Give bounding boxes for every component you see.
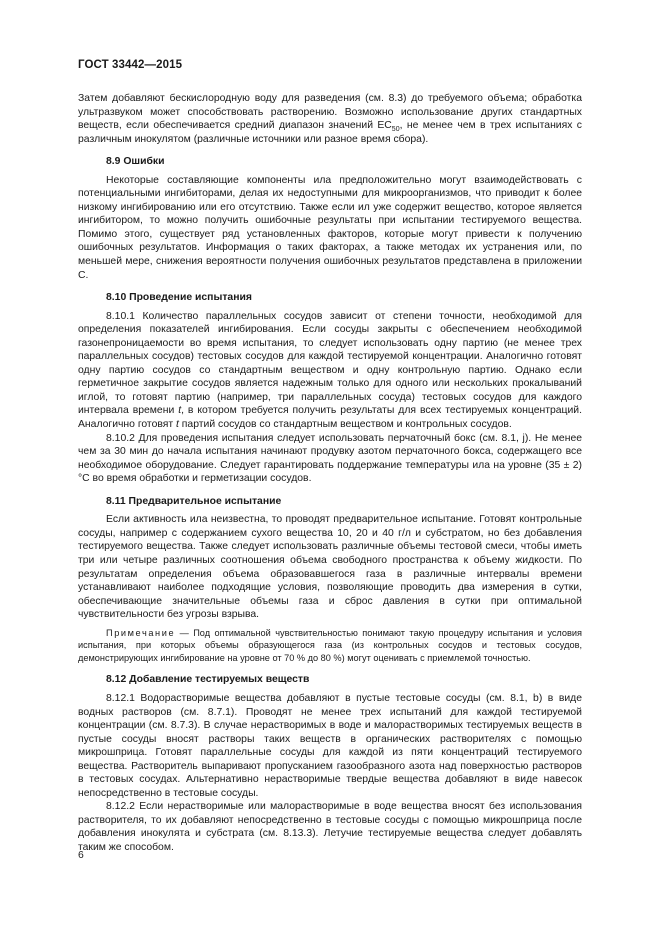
section-8-11-note [78,627,582,665]
section-8-9-heading: 8.9 Ошибки [106,156,165,168]
section-8-12-1-paragraph: 8.12.1 Водорастворимые вещества добавляют в пустые тестовые сосуды (см. 8.1, b) в виде водных растворов (см. 8.7.1). Проводят не менее трех испытаний для каждой тестируемой концентрации (см. 8.7.3). В случае нерастворимых в воде и малорастворимых тестируемых веществ в пустые сосуды вносят растворы таких веществ в органических растворителях с помощью микрошприца. Готовят параллельные сосуды для каждой из пяти концентраций тестируемого вещества. Растворитель выпаривают пропусканием газообразного азота над поверхностью растворов в тестовых сосудах. Альтернативно нерастворимые твердые вещества добавляют в виде навесок непосредственно в тестовые сосуды. [78,693,582,799]
s8101-text-c: партий сосудов со стандартным веществом и контрольных сосудов. [178,419,512,431]
time-variable: t [178,405,182,417]
time-variable-2: t [176,419,179,431]
section-8-9-paragraph: Некоторые составляющие компоненты ила предположительно могут взаимодействовать с потенциальными ингибиторами, делая их недоступными для микроорганизмов, что приводит к более низкому ингибированию или его отсутствию. Также если ил уже содержит вещество, которое является ингибитором, то можно получить ошибочные результаты при испытании тестируемого вещества. Помимо этого, существует ряд установленных факторов, которые могут привести к получению ошибочных результатов. Информация о таких факторах, а также методах их устранения или, по меньшей мере, снижения вероятности получения ошибочных результатов представлена в приложении С. [78,174,582,281]
intro-paragraph [78,92,582,146]
section-8-10-1-paragraph [78,310,582,432]
section-8-10-heading: 8.10 Проведение испытания [106,292,252,304]
note-label: Примечание [106,627,176,638]
ec-subscript: 50 [391,126,400,134]
standard-header: ГОСТ 33442—2015 [78,59,183,71]
section-8-10-2-paragraph: 8.10.2 Для проведения испытания следует использовать перчаточный бокс (см. 8.1, j). Не менее чем за 30 мин до начала испытания начинают продувку азотом перчаточного бокса, содержащего все необходимое оборудование. Следует гарантировать поддержание температуры ила на уровне (35 ± 2) °С во время обработки и герметизации сосудов. [78,432,582,485]
page-content [78,92,582,855]
intro-text-b: , не менее чем в трех испытаниях с различным инокулятом (различные источники или разное время сбора). [78,120,582,145]
s8101-text-b: , в котором требуется получить результаты для всех тестируемых концентраций. Аналогично готовят [78,405,582,431]
intro-text-a: Затем добавляют бескислородную воду для разведения (см. 8.3) до требуемого объема; обработка ультразвуком может способствовать растворению. Возможно использование других стандартных веществ, если обеспечивается средний диапазон значений EC [78,93,582,132]
section-8-11-paragraph: Если активность ила неизвестна, то проводят предварительное испытание. Готовят контрольные сосуды, например с содержанием сухого вещества 10, 20 и 40 г/л и субстратом, но без добавления тестируемого вещества. Также следует использовать различные объемы тестовой смеси, чтобы иметь три или четыре различных соотношения объема свободного пространства к объему жидкости. По результатам определения объема образовавшегося газа в различные интервалы времени устанавливают наиболее подходящие условия, позволяющие проводить два измерения в сутки, обеспечивающие значительные объемы газа и сброс давления в сутки при оптимальной чувствительности без угрозы взрыва. [78,514,582,621]
note-text: — Под оптимальной чувствительностью понимают такую процедуру испытания и условия испытания, при которых объемы образующегося газа (из контрольных сосудов и тестовых сосудов, демонстрирующих ингибирование на уровне от 70 % до 80 %) могут оценивать с приемлемой точностью. [78,627,582,663]
section-8-11-heading: 8.11 Предварительное испытание [106,495,282,507]
page-number: 6 [78,850,84,861]
section-8-12-2-paragraph: 8.12.2 Если нерастворимые или малорастворимые в воде вещества вносят без использования растворителя, то их добавляют непосредственно в тестовые сосуды с помощью микрошприца после добавления инокулята и субстрата (см. 8.13.3). Летучие тестируемые вещества следует добавлять таким же способом. [78,801,582,854]
section-8-12-heading: 8.12 Добавление тестируемых веществ [106,674,310,686]
s8101-text-a: 8.10.1 Количество параллельных сосудов зависит от степени точности, необходимой для определения показателей ингибирования. Если сосуды закрыты с обеспечением необходимой газонепроницаемости во время испытания, то следует использовать одну партию (не менее трех параллельных сосудов) тестовых сосудов для каждой тестируемой концентрации. Аналогично готовят одну партию сосудов со стандартным веществом и одну контрольную партию. Однако если герметичное закрытие сосудов является надежным только для одного или нескольких прокалываний иглой, то готовят партию (например, три параллельных сосуда) тестовых сосудов для каждого интервала времени [78,310,582,417]
